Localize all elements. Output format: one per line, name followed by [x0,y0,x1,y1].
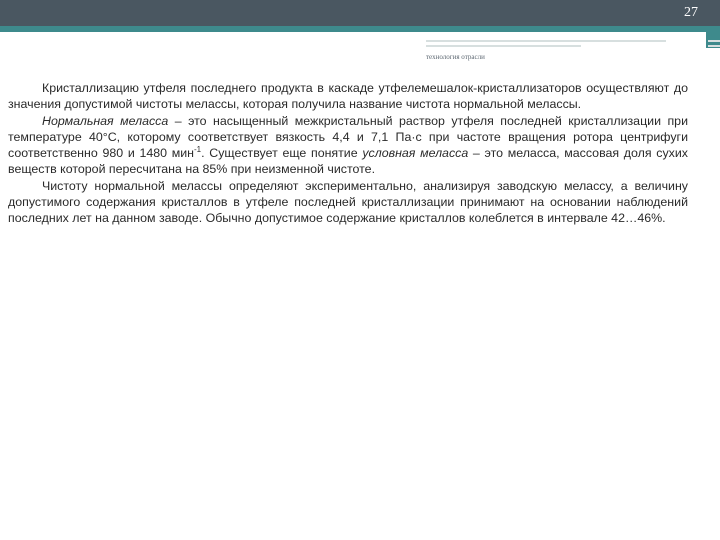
header-bar [0,0,720,26]
divider-line [708,40,720,42]
paragraph-2 [8,113,688,178]
paragraph-2-text-after: . Существует еще понятие [201,146,363,161]
accent-band [0,26,706,32]
paragraph-2-text-end: – это меласса, массовая доля сухих веществ которой пересчитана на 85% при неизменной чистоте. [8,146,688,177]
unit-exponent: -1 [194,145,202,155]
body-text [8,80,688,227]
divider-line [708,45,720,47]
paragraph-1: Кристаллизацию утфеля последнего продукта в каскаде утфелемешалок-кристаллизаторов осуществляют до значения допустимой чистоты мелассы, которая получила название чистота нормальной мелассы. [8,81,688,112]
page-number: 27 [684,5,698,20]
term-normal-molasses: Нормальная меласса [42,113,169,128]
term-conditional-molasses: условная меласса [362,146,469,161]
slide-subtitle: технология отрасли [426,53,485,61]
divider-line [426,45,581,47]
paragraph-2-text: – это насыщенный межкристальный раствор утфеля последней кристаллизации при температуре 40°С, которому соответствует вязкость 4,4 и 7,1 Па·с при частоте вращения ротора центрифуги соответственно 980 и 1480 мин [8,113,688,161]
paragraph-3: Чистоту нормальной мелассы определяют экспериментально, анализируя заводскую мелассу, а величину допустимого содержания кристаллов в утфеле последней кристаллизации принимают на основании наблюдений последних лет на данном заводе. Обычно допустимое содержание кристаллов колеблется в интервале 42…46%. [8,178,688,226]
divider-line [426,40,666,42]
